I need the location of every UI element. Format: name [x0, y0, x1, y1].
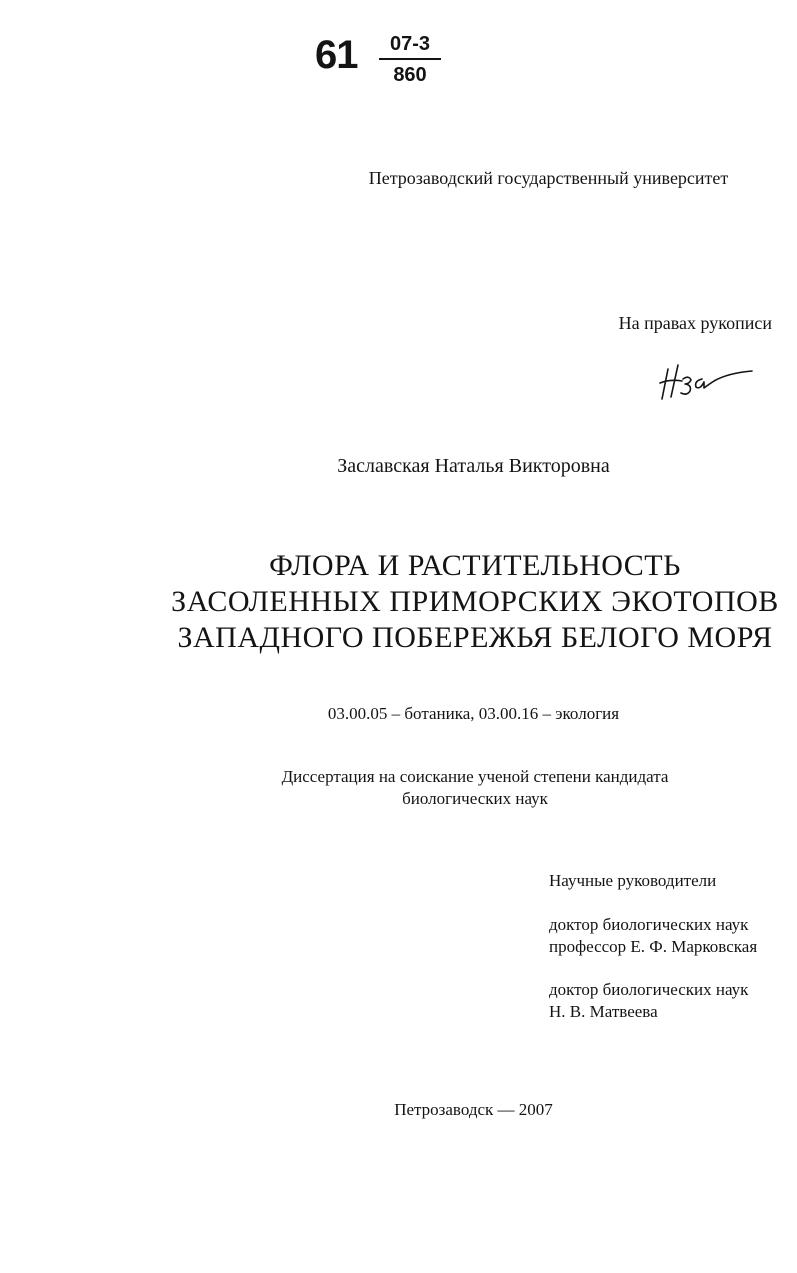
title-line-1: ФЛОРА И РАСТИТЕЛЬНОСТЬ	[269, 549, 681, 582]
supervisors-section	[549, 870, 789, 1044]
stamp-number: 61	[315, 33, 358, 77]
supervisor-entry	[549, 979, 789, 1023]
specialty-codes: 03.00.05 – ботаника, 03.00.16 – экология	[327, 704, 620, 723]
signature-image	[656, 355, 756, 403]
supervisor-degree: доктор биологических наук	[549, 915, 749, 934]
supervisor-name: Н. В. Матвеева	[549, 1002, 658, 1021]
stamp-fraction-line	[379, 58, 441, 60]
title-line-3: ЗАПАДНОГО ПОБЕРЕЖЬЯ БЕЛОГО МОРЯ	[177, 621, 773, 654]
author-name: Заславская Наталья Викторовна	[337, 455, 610, 477]
supervisor-entry	[549, 914, 789, 958]
stamp-fraction-top: 07-3	[389, 33, 431, 55]
city-year: Петрозаводск — 2007	[394, 1100, 553, 1119]
supervisor-degree: доктор биологических наук	[549, 980, 749, 999]
rights-notice: На правах рукописи	[618, 313, 772, 333]
dissertation-line-2: биологических наук	[402, 789, 548, 808]
dissertation-description	[250, 766, 700, 810]
dissertation-title	[130, 548, 797, 656]
supervisors-label: Научные руководители	[549, 871, 717, 890]
dissertation-line-1: Диссертация на соискание ученой степени кандидата	[281, 767, 669, 786]
university-name-text: Петрозаводский государственный университет	[368, 168, 729, 188]
title-line-2: ЗАСОЛЕННЫХ ПРИМОРСКИХ ЭКОТОПОВ	[171, 585, 779, 618]
library-stamp	[315, 30, 445, 90]
supervisor-name: профессор Е. Ф. Марковская	[549, 937, 758, 956]
university-name	[0, 166, 797, 190]
stamp-fraction-bottom: 860	[393, 64, 427, 86]
